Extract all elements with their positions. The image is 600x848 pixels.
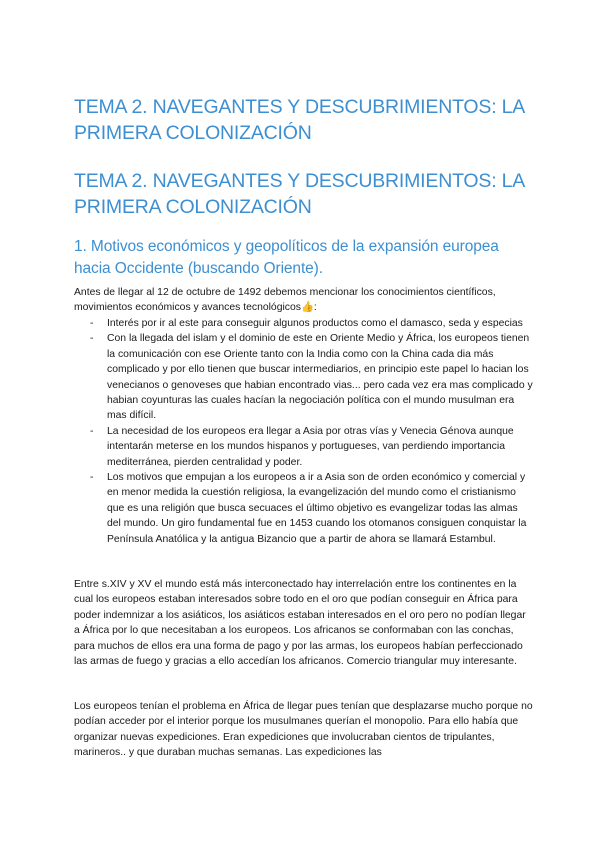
body-paragraph: Entre s.XIV y XV el mundo está más interconectado hay interrelación entre los continentes en la cual los europeos estaban interesados sobre todo en el oro que podían conseguir en África para poder indemnizar a los asiáticos, los asiáticos estaban interesados en el oro pero no podían llegar a África por lo que necesitaban a los europeos. Los africanos se conformaban con las conchas, para muchos de ellos era una forma de pago y por las armas, los europeos habían perfeccionado las armas de fuego y gracias a ello accedían los africanos. Comercio triangular muy interesante.	[74, 579, 526, 668]
bullet-dash: -	[90, 318, 94, 329]
document-title-repeat: TEMA 2. NAVEGANTES Y DESCUBRIMIENTOS: LA PRIMERA COLONIZACIÓN	[74, 170, 525, 218]
list-item-text: Con la llegada del islam y el dominio de este en Oriente Medio y África, los europeos tienen la comunicación con ese Oriente tanto con la India como con la China cada dia más complicado y por ello tienen que buscar intermediarios, en principio este papel lo hacian los venecianos o genoveses que habian encontrado vias... pero cada vez era mas complicado y habian coyunturas las cuales hacían la negociación política con el mundo musulman era mas difícil.	[107, 333, 533, 422]
list-item-text: Interés por ir al este para conseguir algunos productos como el damasco, seda y especias	[107, 318, 523, 329]
section-heading: 1. Motivos económicos y geopolíticos de la expansión europea hacia Occidente (buscando Oriente).	[74, 238, 499, 277]
bullet-list	[74, 316, 534, 547]
bullet-dash: -	[90, 333, 94, 345]
document-title: TEMA 2. NAVEGANTES Y DESCUBRIMIENTOS: LA PRIMERA COLONIZACIÓN	[74, 96, 525, 144]
list-item-text: La necesidad de los europeos era llegar a Asia por otras vías y Venecia Génova aunque intentarán meterse en los mundos hispanos y portugueses, van perdiendo importancia mediterránea, pierden centralidad y poder.	[107, 425, 514, 468]
list-item-text: Los motivos que empujan a los europeos a ir a Asia son de orden económico y comercial y en menor medida la cuestión religiosa, la evangelización del mundo como el cristianismo que es una religión que busca secuaces el último objetivo es evangelizar todas las almas del mundo. Un giro fundamental fue en 1453 cuando los otomanos consiguen conquistar la Península Anatólica y la antigua Bizancio que a partir de ahora se llamará Estambul.	[107, 472, 527, 545]
intro-paragraph: Antes de llegar al 12 de octubre de 1492 debemos mencionar los conocimientos científicos, movimientos económicos y avances tecnológicos👍:	[74, 287, 496, 314]
body-paragraph: Los europeos tenían el problema en África de llegar pues tenían que desplazarse mucho porque no podían acceder por el interior porque los musulmanes querían el monopolio. Para ello había que organizar nuevas expediciones. Eran expediciones que involucraban cientos de tripulantes, marineros.. y que duraban muchas semanas. Las expediciones las	[74, 701, 533, 759]
list-item	[74, 424, 534, 470]
list-item	[74, 470, 534, 547]
bullet-dash: -	[90, 425, 94, 437]
bullet-dash: -	[90, 472, 94, 484]
list-item	[74, 331, 534, 423]
list-item	[74, 316, 534, 331]
